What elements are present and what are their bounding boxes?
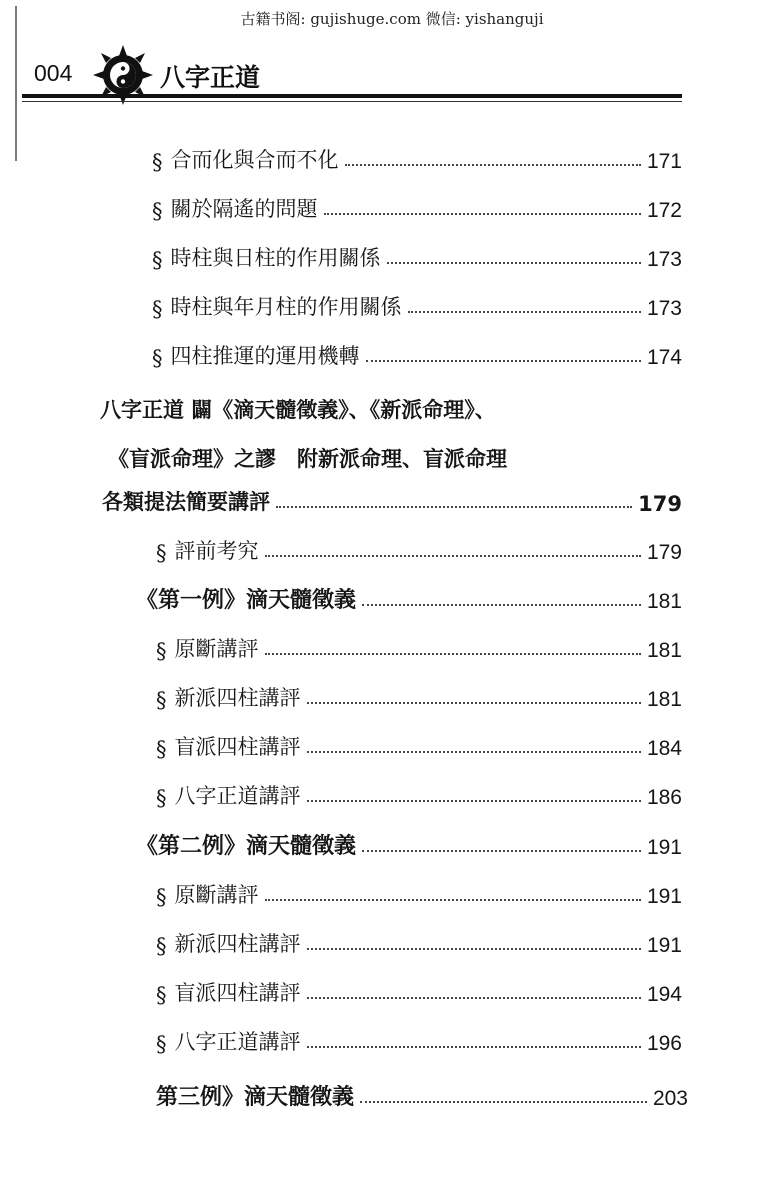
section-mark: § bbox=[156, 934, 167, 958]
chapter-heading-line-1: 八字正道 闢《滴天髓徵義》、《新派命理》、 bbox=[100, 398, 496, 422]
toc-entry bbox=[152, 287, 682, 321]
toc-entry-title: 盲派四柱講評 bbox=[174, 981, 301, 1005]
leader-dots bbox=[265, 899, 641, 901]
leader-dots bbox=[265, 653, 641, 655]
toc-entry bbox=[152, 140, 682, 174]
toc-entry-page: 179 bbox=[646, 541, 682, 564]
toc-example-entry bbox=[136, 580, 682, 614]
toc-entry bbox=[156, 629, 682, 663]
toc-entry-page: 191 bbox=[646, 836, 682, 859]
toc-entry-title: 第三例》滴天髓徵義 bbox=[156, 1084, 355, 1110]
toc-entry-page: 181 bbox=[646, 688, 682, 711]
toc-entry-page: 191 bbox=[646, 885, 682, 908]
leader-dots bbox=[307, 1046, 641, 1048]
leader-dots bbox=[387, 262, 641, 264]
toc-entry-page: 173 bbox=[646, 297, 682, 320]
section-mark: § bbox=[152, 150, 163, 174]
header-rule-thin bbox=[22, 101, 682, 102]
leader-dots bbox=[345, 164, 641, 166]
toc-entry-title: 各類提法簡要講評 bbox=[102, 490, 270, 514]
toc-entry bbox=[156, 531, 682, 565]
page-number: 004 bbox=[34, 60, 73, 86]
toc-entry-page: 203 bbox=[652, 1087, 688, 1110]
leader-dots bbox=[362, 850, 641, 852]
section-mark: § bbox=[152, 199, 163, 223]
toc-entry bbox=[156, 678, 682, 712]
toc-entry bbox=[156, 875, 682, 909]
toc-entry-page: 172 bbox=[646, 199, 682, 222]
toc-entry-page: 181 bbox=[646, 639, 682, 662]
toc-entry-title: 《第一例》滴天髓徵義 bbox=[136, 587, 357, 613]
toc-entry bbox=[152, 189, 682, 223]
toc-entry-page: 173 bbox=[646, 248, 682, 271]
leader-dots bbox=[408, 311, 641, 313]
section-mark: § bbox=[156, 737, 167, 761]
header-rule-thick bbox=[22, 94, 682, 98]
toc-entry bbox=[156, 924, 682, 958]
toc-entry bbox=[156, 1022, 682, 1056]
toc-entry bbox=[156, 973, 682, 1007]
toc-example-entry bbox=[156, 1077, 688, 1111]
watermark-text: 古籍书阁: gujishuge.com 微信: yishanguji bbox=[240, 10, 544, 28]
toc-entry-page: 179 bbox=[638, 492, 682, 516]
leader-dots bbox=[307, 997, 641, 999]
section-mark: § bbox=[152, 297, 163, 321]
leader-dots bbox=[366, 360, 641, 362]
leader-dots bbox=[276, 506, 632, 508]
leader-dots bbox=[307, 800, 641, 802]
toc-entry-title: 時柱與年月柱的作用關係 bbox=[170, 295, 402, 319]
toc-entry-title: 評前考究 bbox=[174, 539, 259, 563]
toc-entry-title: 合而化與合而不化 bbox=[170, 148, 339, 172]
toc-entry bbox=[152, 336, 682, 370]
toc-entry-title: 時柱與日柱的作用關係 bbox=[170, 246, 381, 270]
section-mark: § bbox=[152, 346, 163, 370]
toc-entry-page: 194 bbox=[646, 983, 682, 1006]
leader-dots bbox=[362, 604, 641, 606]
book-title: 八字正道 bbox=[160, 63, 261, 92]
toc-entry-title: 關於隔遙的問題 bbox=[170, 197, 318, 221]
section-mark: § bbox=[156, 688, 167, 712]
toc-entry-title: 《第二例》滴天髓徵義 bbox=[136, 833, 357, 859]
toc-entry-page: 184 bbox=[646, 737, 682, 760]
toc-entry bbox=[152, 238, 682, 272]
toc-entry-page: 181 bbox=[646, 590, 682, 613]
section-mark: § bbox=[156, 639, 167, 663]
section-mark: § bbox=[156, 885, 167, 909]
leader-dots bbox=[360, 1101, 647, 1103]
leader-dots bbox=[307, 751, 641, 753]
toc-entry-title: 四柱推運的運用機轉 bbox=[170, 344, 360, 368]
leader-dots bbox=[265, 555, 641, 557]
toc-entry-page: 174 bbox=[646, 346, 682, 369]
leader-dots bbox=[324, 213, 641, 215]
toc-entry-title: 原斷講評 bbox=[174, 883, 259, 907]
toc-entry bbox=[156, 727, 682, 761]
toc-entry-page: 186 bbox=[646, 786, 682, 809]
toc-entry bbox=[156, 776, 682, 810]
toc-example-entry bbox=[136, 826, 682, 860]
toc-entry-title: 新派四柱講評 bbox=[174, 932, 301, 956]
toc-entry-page: 196 bbox=[646, 1032, 682, 1055]
section-mark: § bbox=[156, 1032, 167, 1056]
toc-entry-title: 盲派四柱講評 bbox=[174, 735, 301, 759]
toc-entry-title: 新派四柱講評 bbox=[174, 686, 301, 710]
section-mark: § bbox=[156, 786, 167, 810]
toc-entry-page: 191 bbox=[646, 934, 682, 957]
section-mark: § bbox=[156, 983, 167, 1007]
section-mark: § bbox=[152, 248, 163, 272]
toc-entry-page: 171 bbox=[646, 150, 682, 173]
leader-dots bbox=[307, 702, 641, 704]
chapter-heading-line-2: 《盲派命理》之謬 附新派命理、盲派命理 bbox=[108, 447, 507, 471]
section-mark: § bbox=[156, 541, 167, 565]
chapter-heading-line-3 bbox=[102, 482, 682, 516]
scan-edge-line bbox=[15, 6, 17, 161]
toc-entry-title: 八字正道講評 bbox=[174, 784, 301, 808]
toc-entry-title: 原斷講評 bbox=[174, 637, 259, 661]
leader-dots bbox=[307, 948, 641, 950]
toc-entry-title: 八字正道講評 bbox=[174, 1030, 301, 1054]
